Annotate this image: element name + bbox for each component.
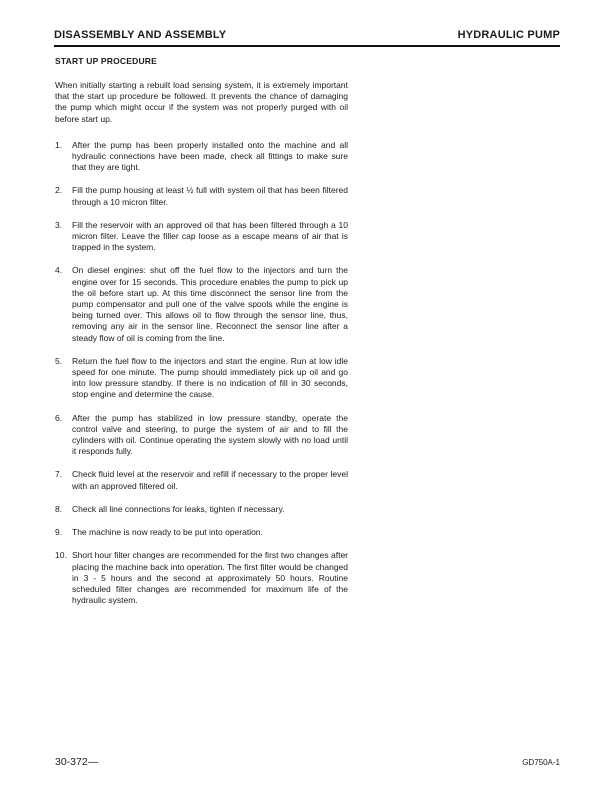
- procedure-step: [55, 413, 348, 458]
- step-number: 7.: [55, 469, 63, 480]
- page-number: 30-372—: [55, 756, 99, 768]
- page-content: [55, 56, 348, 618]
- step-number: 1.: [55, 139, 63, 150]
- step-number: 3.: [55, 219, 63, 230]
- step-number: 5.: [55, 355, 63, 366]
- step-text: Check all line connections for leaks, tighten if necessary.: [72, 503, 285, 514]
- step-text: Check fluid level at the reservoir and refill if necessary to the proper level with an approved filtered oil.: [72, 469, 348, 491]
- page-footer: [55, 756, 560, 768]
- header-section-title: DISASSEMBLY AND ASSEMBLY: [54, 29, 227, 41]
- document-code: GD750A-1: [522, 758, 560, 767]
- step-number: 9.: [55, 527, 63, 538]
- intro-paragraph: When initially starting a rebuilt load sensing system, it is extremely important that the start up procedure be followed. It prevents the chance of damaging the pump which might occur if the system was not properly purged with oil before start up.: [55, 80, 348, 124]
- step-number: 2.: [55, 185, 63, 196]
- procedure-step: [55, 527, 348, 538]
- procedure-step: [55, 550, 348, 606]
- procedure-step: [55, 220, 348, 254]
- procedure-step: [55, 356, 348, 401]
- section-title: START UP PROCEDURE: [55, 56, 157, 66]
- step-text: Return the fuel flow to the injectors and start the engine. Run at low idle speed for one minute. The pump should immediately pick up oil and go into low pressure standby. If there is no indication of fill in 30 seconds, stop engine and determine the cause.: [72, 355, 348, 400]
- step-text: On diesel engines: shut off the fuel flow to the injectors and turn the engine over for 15 seconds. This procedure enables the pump to pick up the oil before start up. At this time disconnect the sensor line from the pump compensator and pull one of the valve spools while the engine is being turned over. This allows oil to flow through the sensor line, thus, removing any air in the sensor line. Reconnect the sensor line after a steady flow of oil is coming from the line.: [72, 265, 348, 343]
- step-number: 4.: [55, 265, 63, 276]
- step-text: Fill the pump housing at least ½ full with system oil that has been filtered through a 10 micron filter.: [72, 185, 348, 207]
- step-number: 10.: [55, 550, 67, 561]
- step-text: Fill the reservoir with an approved oil that has been filtered through a 10 micron filter. Leave the filler cap loose as a escape means of air that is trapped in the system.: [72, 219, 348, 253]
- header-chapter-title: HYDRAULIC PUMP: [457, 29, 560, 41]
- procedure-step-list: [55, 140, 348, 607]
- page-header: [54, 29, 560, 47]
- procedure-step: [55, 265, 348, 343]
- procedure-step: [55, 504, 348, 515]
- procedure-step: [55, 469, 348, 491]
- step-text: Short hour filter changes are recommended for the first two changes after placing the machine back into operation. The first filter would be changed in 3 - 5 hours and the second at approximately 50 hours. Routine scheduled filter changes are recommended for maximum life of the hydraulic system.: [72, 550, 348, 606]
- step-text: After the pump has been properly installed onto the machine and all hydraulic connections have been made, check all fittings to make sure that they are tight.: [72, 139, 348, 173]
- step-number: 8.: [55, 503, 63, 514]
- step-number: 6.: [55, 412, 63, 423]
- procedure-step: [55, 140, 348, 174]
- step-text: The machine is now ready to be put into operation.: [72, 527, 263, 538]
- procedure-step: [55, 185, 348, 207]
- step-text: After the pump has stabilized in low pressure standby, operate the control valve and steering, to purge the system of air and to fill the cylinders with oil. Continue operating the system slowly with no load until it responds fully.: [72, 412, 348, 457]
